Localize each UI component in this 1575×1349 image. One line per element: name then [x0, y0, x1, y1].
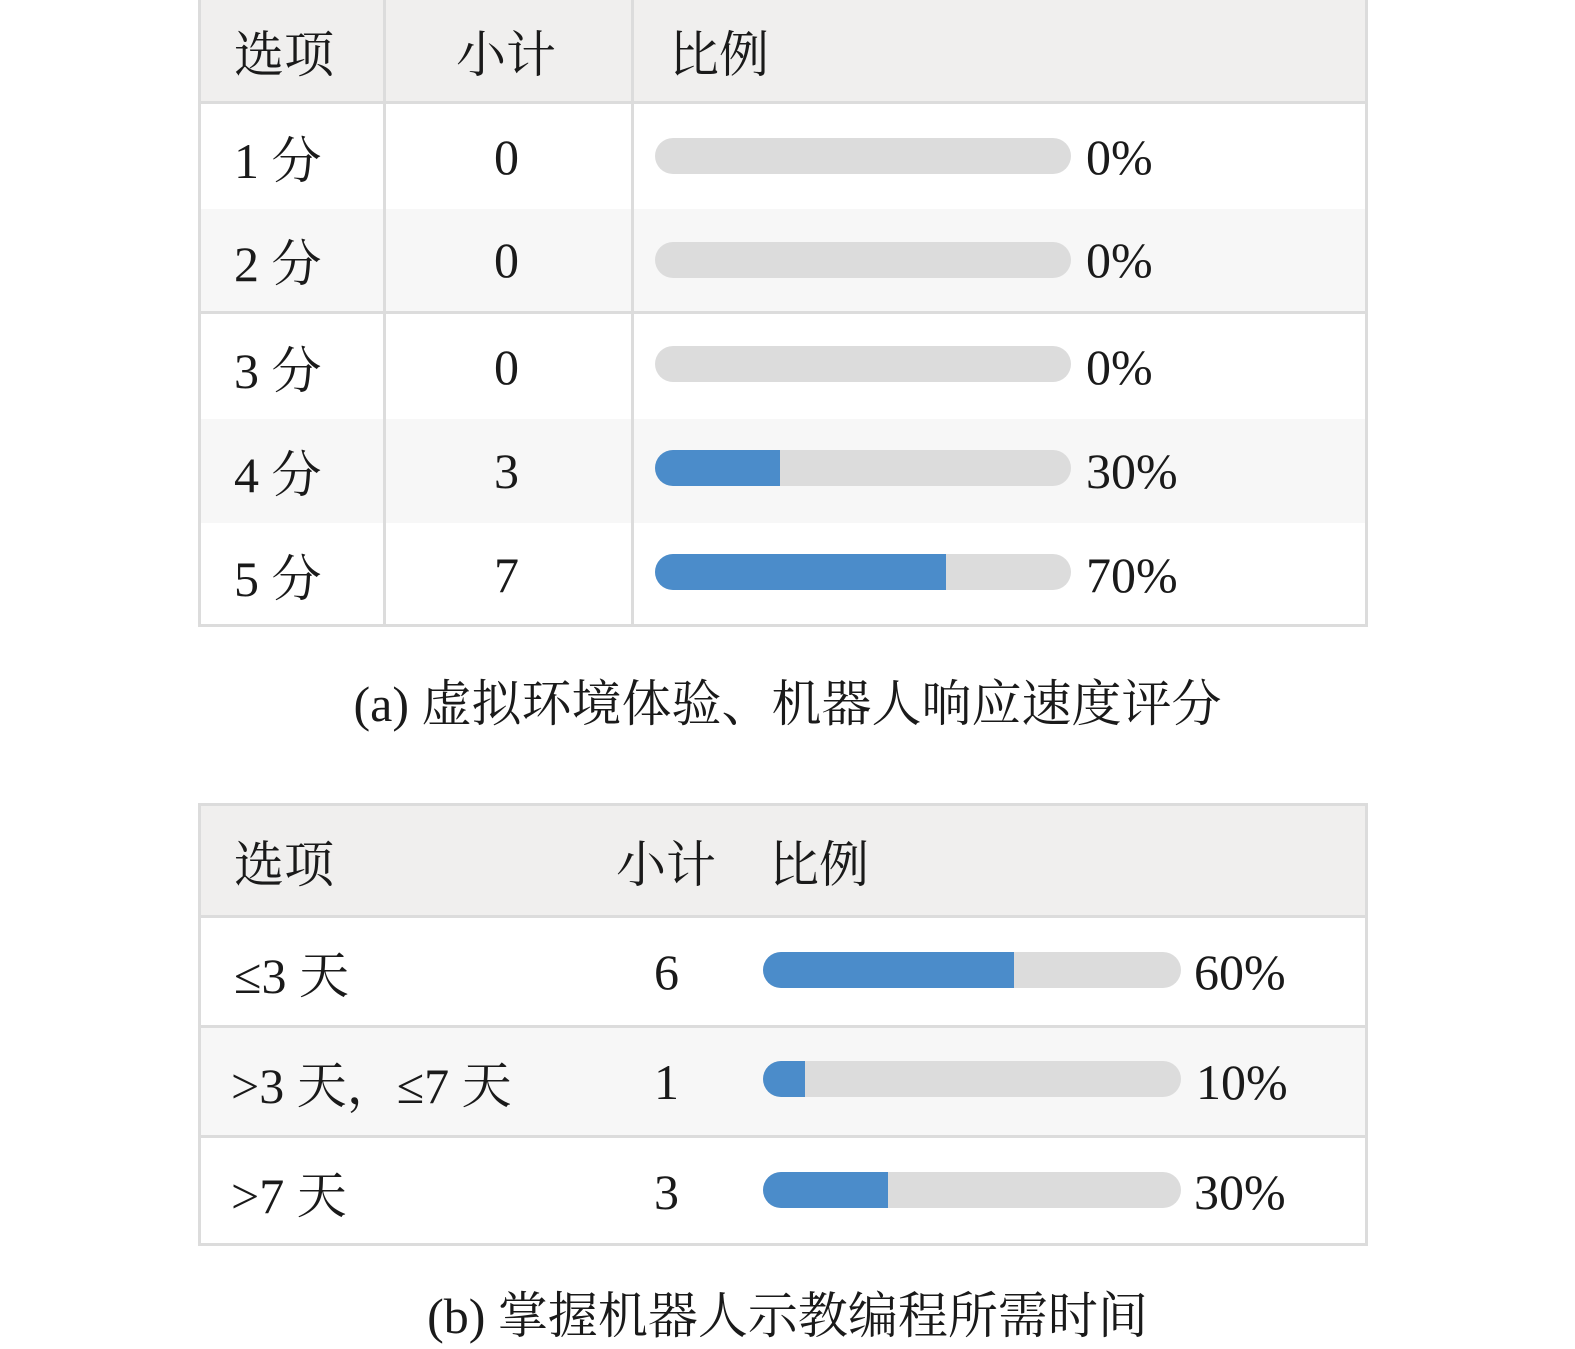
progress-bar	[655, 554, 1071, 590]
header-option: 选项	[234, 26, 334, 83]
row-percent: 0%	[1086, 338, 1153, 395]
progress-bar-fill	[655, 554, 946, 590]
header-count: 小计	[616, 836, 716, 893]
row-option: 4 分	[234, 447, 322, 503]
rating-table	[198, 0, 1368, 627]
row-percent: 0%	[1086, 232, 1153, 288]
row-percent: 30%	[1194, 1164, 1286, 1220]
progress-bar	[655, 450, 1071, 486]
table-row	[201, 523, 1365, 627]
progress-bar	[763, 952, 1181, 988]
header-count: 小计	[456, 26, 556, 83]
row-count: 3	[654, 1164, 679, 1220]
header-option: 选项	[234, 836, 334, 893]
table-row	[201, 1028, 1365, 1138]
row-count: 7	[494, 547, 519, 603]
row-option: 1 分	[234, 132, 322, 189]
row-percent: 0%	[1086, 128, 1153, 185]
row-option: ≤3 天	[234, 947, 349, 1004]
row-option: >7 天	[231, 1168, 347, 1224]
table-row	[201, 1138, 1365, 1246]
row-count: 0	[494, 232, 519, 288]
caption-a: (a) 虚拟环境体验、机器人响应速度评分	[353, 676, 1222, 732]
row-percent: 10%	[1196, 1053, 1288, 1110]
row-percent: 60%	[1194, 943, 1286, 1000]
row-option: 3 分	[234, 342, 322, 399]
caption-b: (b) 掌握机器人示教编程所需时间	[427, 1288, 1148, 1344]
progress-bar-fill	[763, 1172, 888, 1208]
table-row	[201, 419, 1365, 523]
progress-bar	[655, 138, 1071, 174]
progress-bar	[655, 346, 1071, 382]
table-header-row	[201, 806, 1365, 918]
row-count: 1	[654, 1053, 679, 1110]
column-divider	[631, 0, 634, 624]
row-option: 5 分	[234, 551, 322, 607]
duration-table	[198, 803, 1368, 1246]
row-count: 0	[494, 338, 519, 395]
progress-bar-fill	[763, 952, 1014, 988]
row-count: 3	[494, 443, 519, 499]
table-row	[201, 314, 1365, 419]
row-option: >3 天，≤7 天	[231, 1057, 512, 1114]
row-percent: 70%	[1086, 547, 1178, 603]
row-count: 0	[494, 128, 519, 185]
header-ratio: 比例	[769, 836, 869, 893]
table-header-row	[201, 0, 1365, 104]
row-percent: 30%	[1086, 443, 1178, 499]
table-row	[201, 209, 1365, 314]
row-count: 6	[654, 943, 679, 1000]
table-row	[201, 104, 1365, 209]
progress-bar-fill	[655, 450, 780, 486]
progress-bar	[763, 1172, 1181, 1208]
table-row	[201, 918, 1365, 1028]
column-divider	[383, 0, 386, 624]
progress-bar-fill	[763, 1061, 805, 1097]
row-option: 2 分	[234, 236, 322, 292]
header-ratio: 比例	[669, 26, 769, 83]
progress-bar	[655, 242, 1071, 278]
progress-bar	[763, 1061, 1181, 1097]
